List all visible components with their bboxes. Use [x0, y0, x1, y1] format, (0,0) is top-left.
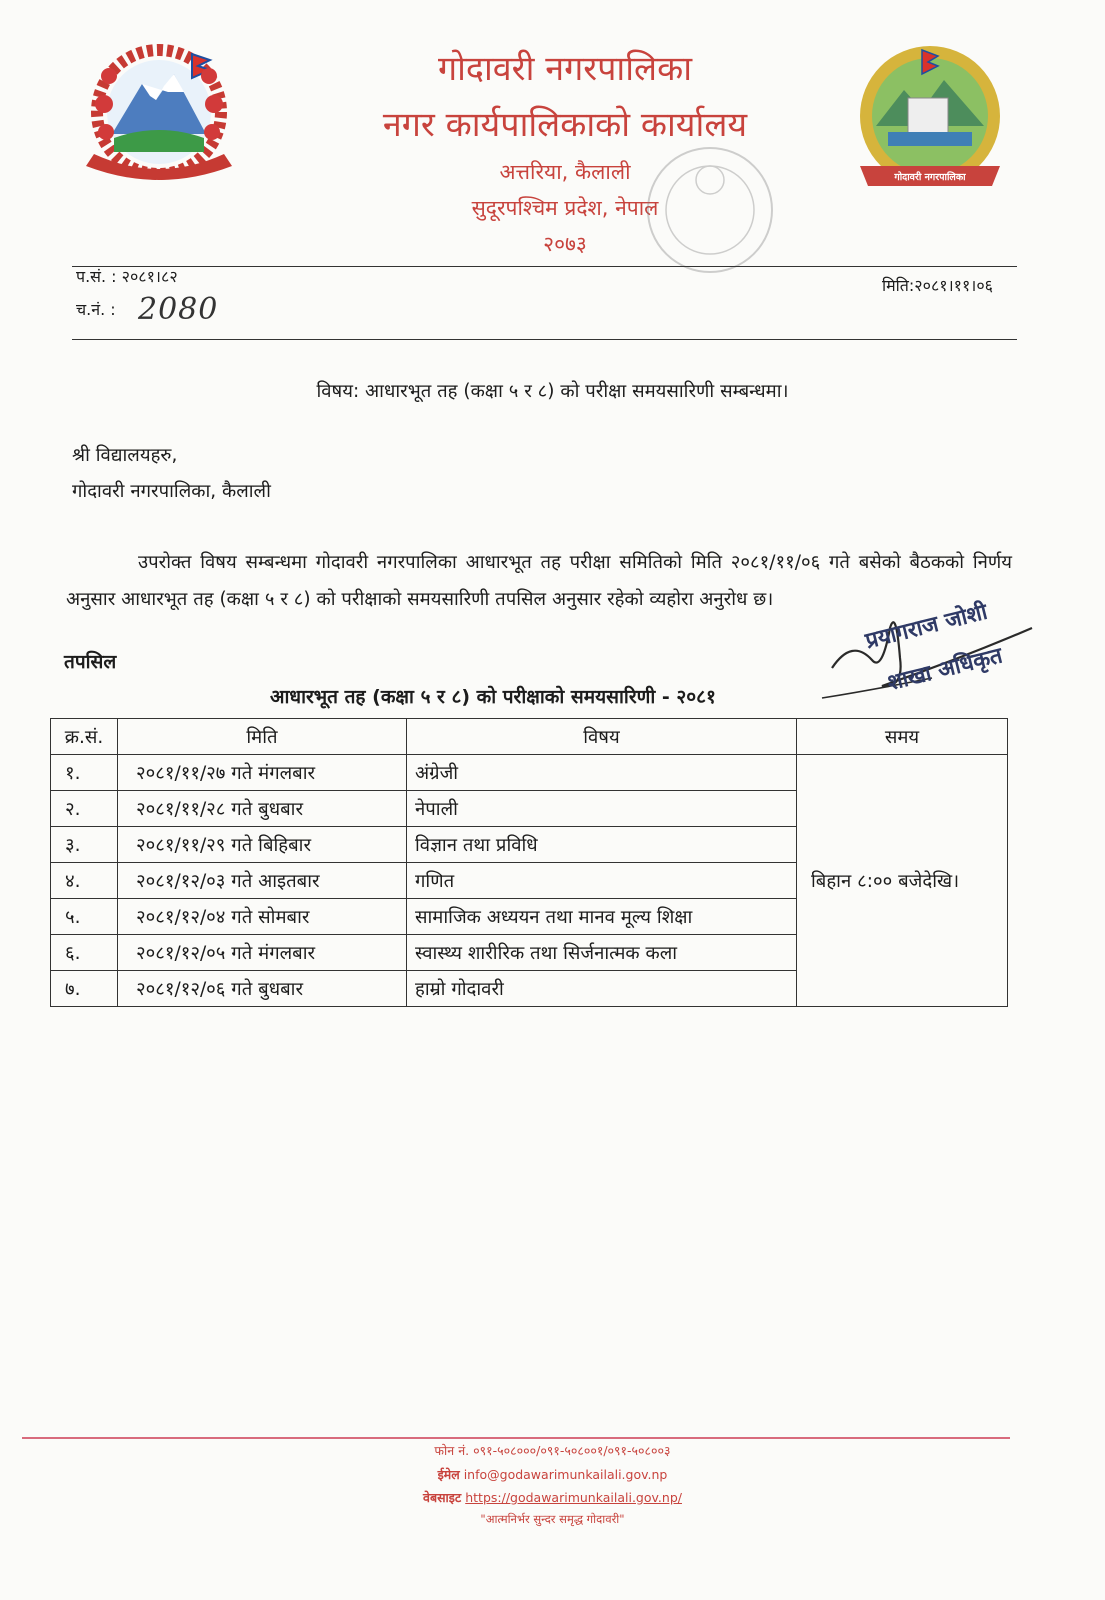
- details-heading: तपसिल: [64, 651, 117, 673]
- header-divider: [72, 266, 1017, 267]
- municipality-name: गोदावरी नगरपालिका: [437, 49, 693, 89]
- table-header-row: [51, 719, 1008, 755]
- footer-email-label: ईमेल: [437, 1467, 460, 1482]
- office-address: अत्तरिया, कैलाली: [499, 160, 631, 184]
- office-province: सुदूरपश्चिम प्रदेश, नेपाल: [471, 196, 659, 220]
- row-serial: १.: [51, 755, 118, 791]
- footer-email-line: [0, 1466, 1105, 1483]
- row-date: २०८१/१२/०६ गते बुधबार: [118, 971, 407, 1007]
- row-serial: ५.: [51, 899, 118, 935]
- godawari-municipality-logo: [852, 40, 1008, 198]
- addressee-line-2: गोदावरी नगरपालिका, कैलाली: [72, 481, 271, 502]
- schedule-title: आधारभूत तह (कक्षा ५ र ८) को परीक्षाको समयसारिणी - २०८१: [270, 686, 716, 708]
- footer-divider: [22, 1437, 1010, 1439]
- row-serial: ६.: [51, 935, 118, 971]
- footer-email[interactable]: info@godawarimunkailali.gov.np: [463, 1467, 668, 1482]
- footer-phone: फोन नं. ०९१-५०८०००/०९१-५०८००१/०९१-५०८००३: [434, 1443, 671, 1458]
- header-time: समय: [797, 719, 1008, 755]
- right-logo-label: गोदावरी नगरपालिका: [894, 172, 966, 183]
- footer-website-link[interactable]: https://godawarimunkailali.gov.np/: [465, 1490, 682, 1505]
- officer-signature: [812, 598, 1062, 728]
- office-name: नगर कार्यपालिकाको कार्यालय: [382, 105, 748, 145]
- ps-label: प.सं. :: [76, 267, 117, 286]
- dispatch-number-handwritten: 2080: [138, 292, 219, 327]
- row-date: २०८१/११/२७ गते मंगलबार: [118, 755, 407, 791]
- row-subject: नेपाली: [407, 791, 797, 827]
- row-date: २०८१/१२/०३ गते आइतबार: [118, 863, 407, 899]
- ps-value: २०८१।८२: [121, 267, 178, 286]
- row-date: २०८१/११/२९ गते बिहिबार: [118, 827, 407, 863]
- exam-time: बिहान ८:०० बजेदेखि।: [797, 755, 1008, 1007]
- exam-schedule-table: [50, 718, 1008, 1007]
- reference-number: [76, 265, 178, 287]
- row-serial: २.: [51, 791, 118, 827]
- row-serial: ४.: [51, 863, 118, 899]
- footer-slogan: "आत्मनिर्भर सुन्दर समृद्ध गोदावरी": [480, 1512, 625, 1526]
- row-subject: हाम्रो गोदावरी: [407, 971, 797, 1007]
- signature-title: शाखा अधिकृत: [884, 643, 1006, 697]
- row-subject: विज्ञान तथा प्रविधि: [407, 827, 797, 863]
- row-subject: सामाजिक अध्ययन तथा मानव मूल्य शिक्षा: [407, 899, 797, 935]
- nepal-government-emblem-icon: [64, 34, 254, 184]
- header-subject: विषय: [407, 719, 797, 755]
- row-date: २०८१/१२/०५ गते मंगलबार: [118, 935, 407, 971]
- row-date: २०८१/१२/०४ गते सोमबार: [118, 899, 407, 935]
- letter-body: उपरोक्त विषय सम्बन्धमा गोदावरी नगरपालिका आधारभूत तह परीक्षा समितिको मिति २०८१/११/०६ गते बसेको बैठकको निर्णय अनुसार आधारभूत तह (कक्षा ५ र ८) को परीक्षाको समयसारिणी तपसिल अनुसार रहेको व्यहोरा अनुरोध छ।: [66, 552, 1012, 610]
- row-subject: गणित: [407, 863, 797, 899]
- footer-website-label: वेबसाइट: [423, 1490, 462, 1505]
- established-year: २०७३: [543, 232, 587, 256]
- row-subject: स्वास्थ्य शारीरिक तथा सिर्जनात्मक कला: [407, 935, 797, 971]
- row-subject: अंग्रेजी: [407, 755, 797, 791]
- header-serial: क्र.सं.: [51, 719, 118, 755]
- row-serial: ७.: [51, 971, 118, 1007]
- footer-website-line: [0, 1489, 1105, 1506]
- letter-date: मिति:२०८१।११।०६: [881, 276, 993, 295]
- signature-name: प्रयागराज जोशी: [862, 599, 991, 655]
- addressee-line-1: श्री विद्यालयहरु,: [72, 445, 178, 466]
- office-stamp-icon: [640, 140, 780, 280]
- row-serial: ३.: [51, 827, 118, 863]
- table-row: [51, 755, 1008, 791]
- dispatch-number-label: च.नं. :: [76, 300, 116, 319]
- reference-divider: [72, 339, 1017, 340]
- header-date: मिति: [118, 719, 407, 755]
- letter-subject: विषय: आधारभूत तह (कक्षा ५ र ८) को परीक्षा समयसारिणी सम्बन्धमा।: [316, 381, 789, 402]
- row-date: २०८१/११/२८ गते बुधबार: [118, 791, 407, 827]
